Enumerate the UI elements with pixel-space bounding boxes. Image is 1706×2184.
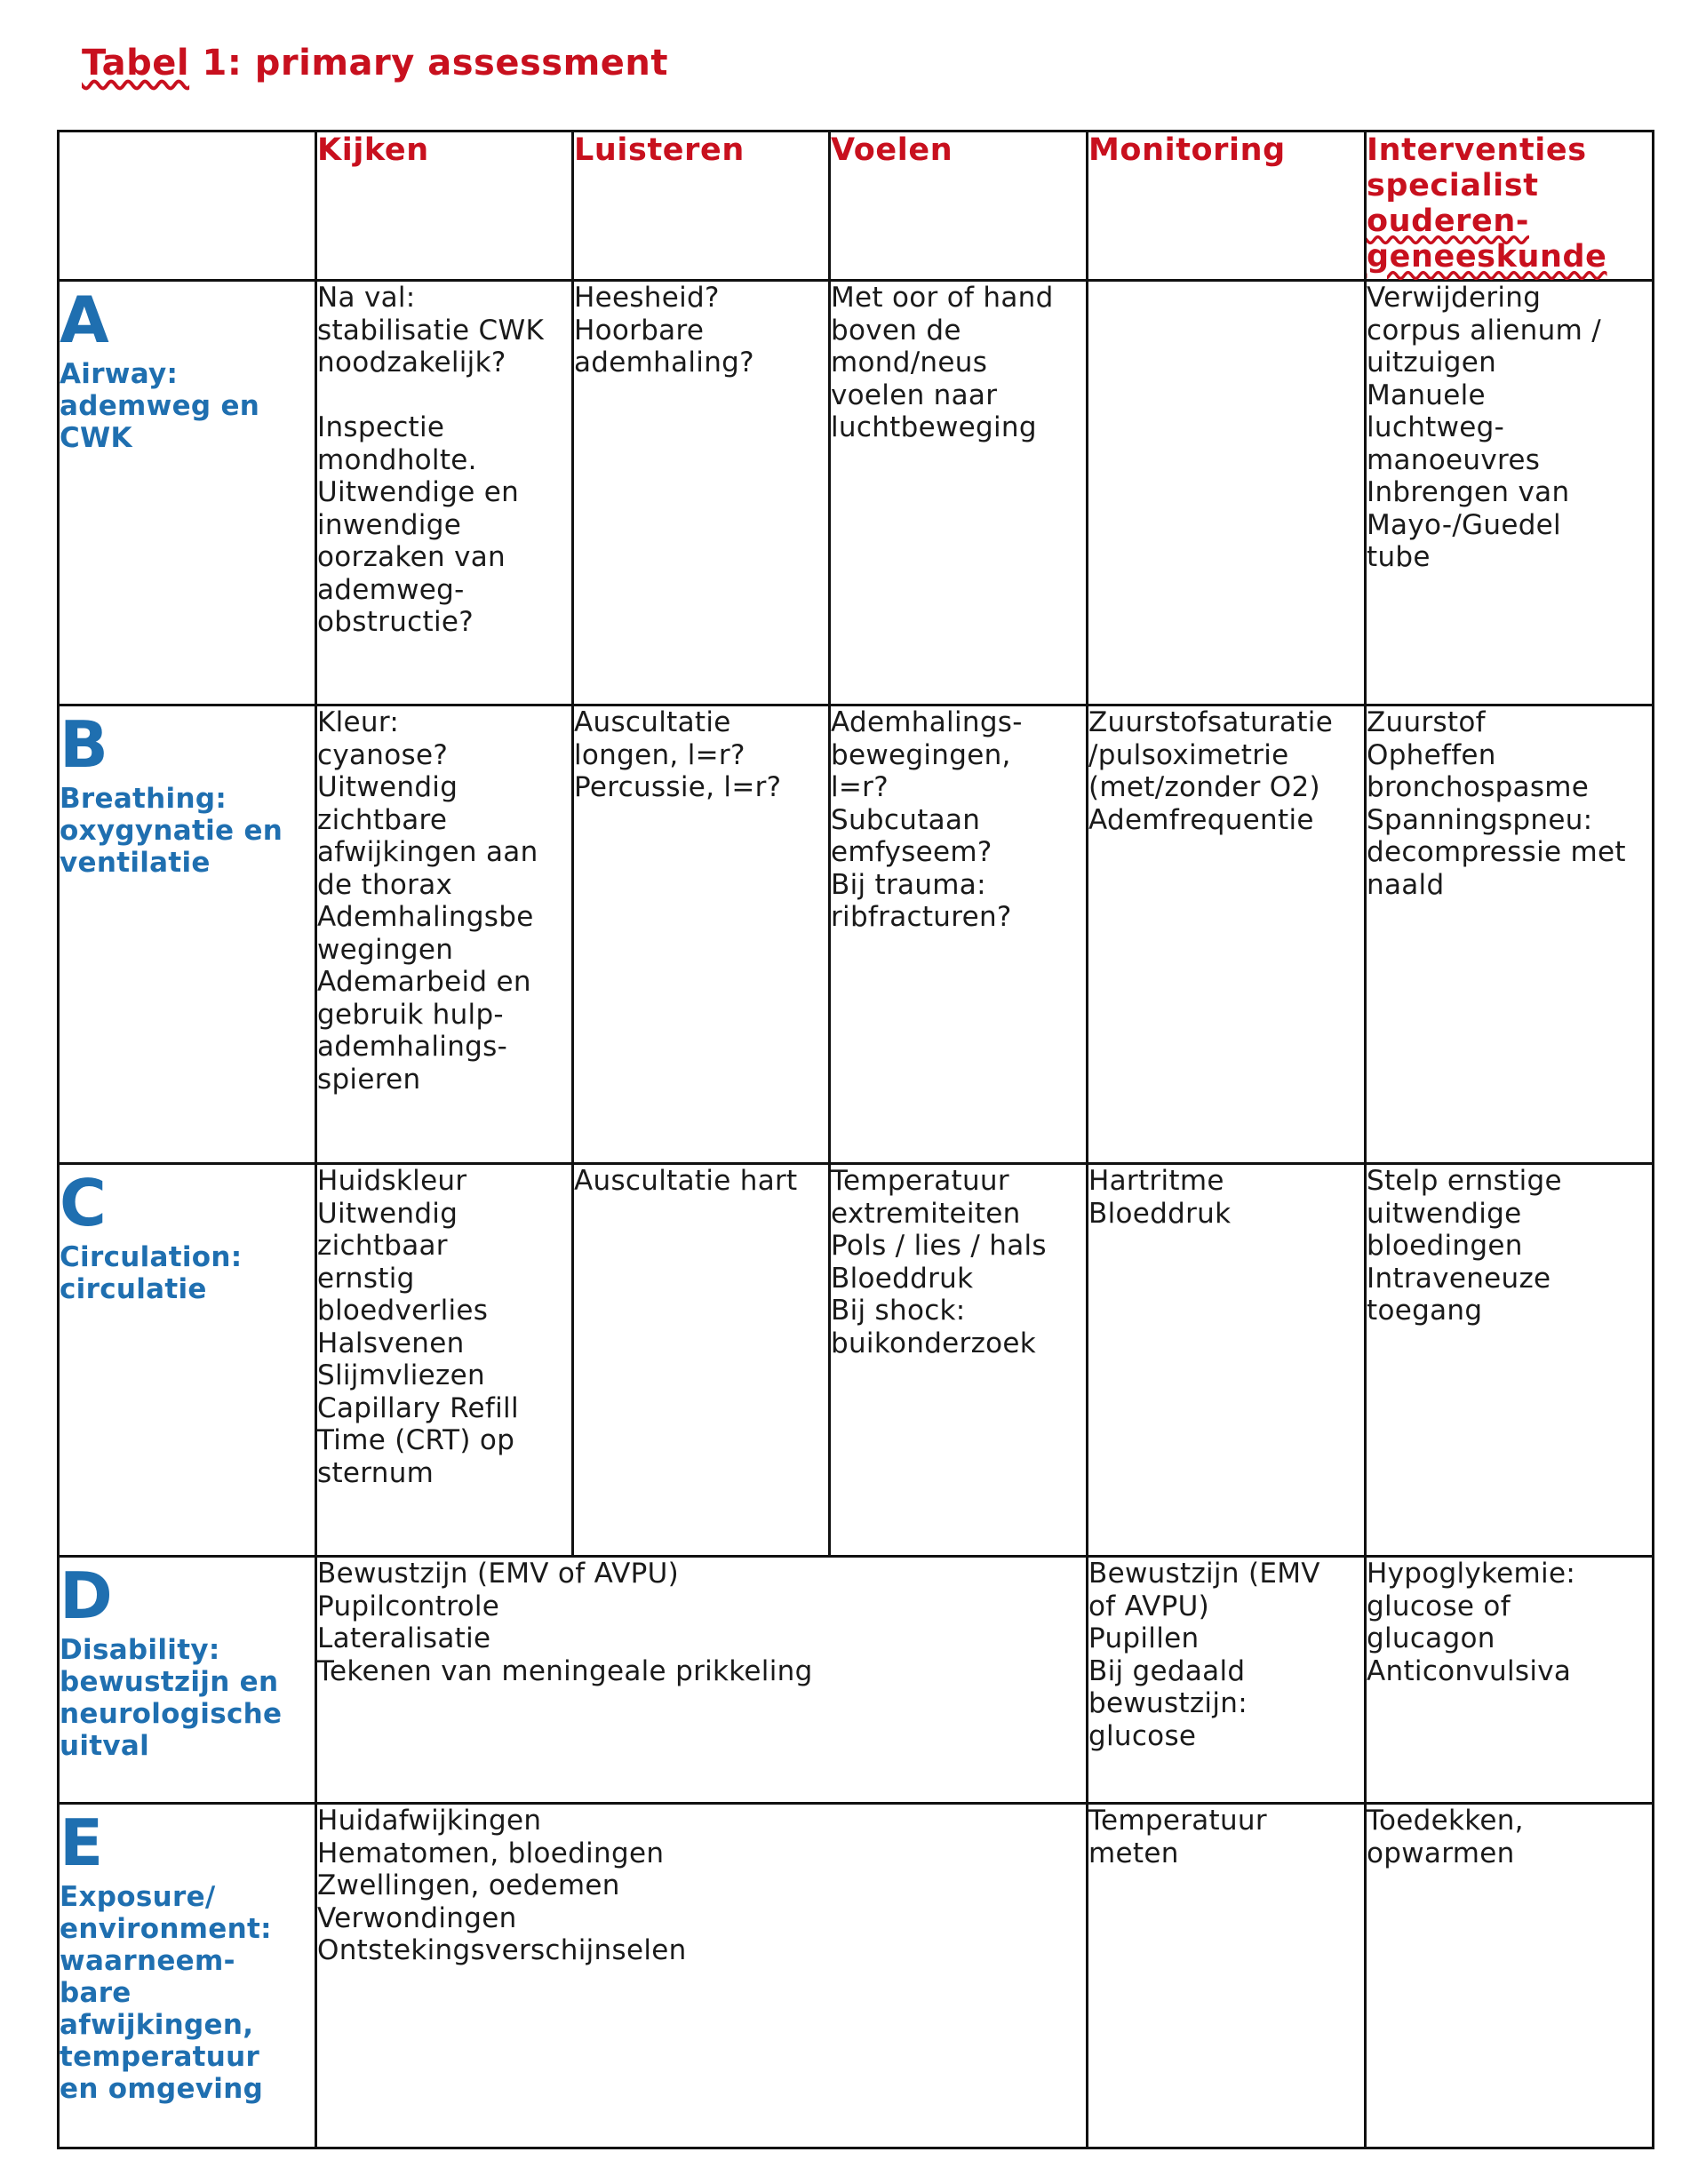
row-e-label: Exposure/ environment: waarneem- bare afwijkingen, temperatuur en omgeving	[60, 1881, 272, 2105]
title-prefix: Tabel	[82, 43, 190, 84]
row-c-letter: C	[60, 1166, 107, 1240]
row-b-header	[59, 705, 316, 1164]
row-c-kijken: Huidskleur Uitwendig zichtbaar ernstig bloedverlies Halsvenen Slijmvliezen Capillary Refill Time (CRT) op sternum	[316, 1164, 573, 1557]
row-a-label: Airway: ademweg en CWK	[60, 358, 260, 454]
row-e-monitoring: Temperatuur meten	[1088, 1804, 1366, 2148]
header-voelen: Voelen	[830, 132, 1088, 281]
row-e-header	[59, 1804, 316, 2148]
row-d-letter: D	[60, 1558, 113, 1633]
row-d-label: Disability: bewustzijn en neurologische uitval	[60, 1634, 283, 1762]
row-a-airway	[59, 281, 1654, 705]
row-e-letter: E	[60, 1805, 104, 1880]
header-row	[59, 132, 1654, 281]
row-b-breathing	[59, 705, 1654, 1164]
row-a-interventies: Verwijdering corpus alienum / uitzuigen Manuele luchtweg- manoeuvres Inbrengen van Mayo-/Guedel tube	[1366, 281, 1654, 705]
row-c-circulation	[59, 1164, 1654, 1557]
primary-assessment-table	[57, 130, 1654, 2149]
header-interventies-line2: ouderen- geneeskunde	[1367, 203, 1607, 275]
row-b-kijken: Kleur: cyanose? Uitwendig zichtbare afwijkingen aan de thorax Ademhalingsbe wegingen Ademarbeid en gebruik hulp- ademhalings- spieren	[316, 705, 573, 1164]
row-c-monitoring: Hartritme Bloeddruk	[1088, 1164, 1366, 1557]
row-a-monitoring	[1088, 281, 1366, 705]
row-d-disability	[59, 1557, 1654, 1804]
header-interventies-line1: Interventies specialist	[1367, 132, 1587, 203]
row-c-voelen: Temperatuur extremiteiten Pols / lies / hals Bloeddruk Bij shock: buikonderzoek	[830, 1164, 1088, 1557]
row-e-exposure	[59, 1804, 1654, 2148]
row-e-observation: Huidafwijkingen Hematomen, bloedingen Zwellingen, oedemen Verwondingen Ontstekingsverschijnselen	[316, 1804, 1088, 2148]
row-d-observation: Bewustzijn (EMV of AVPU) Pupilcontrole Lateralisatie Tekenen van meningeale prikkeling	[316, 1557, 1088, 1804]
header-interventies	[1366, 132, 1654, 281]
row-a-luisteren: Heesheid? Hoorbare ademhaling?	[573, 281, 830, 705]
header-kijken: Kijken	[316, 132, 573, 281]
row-d-interventies: Hypoglykemie: glucose of glucagon Anticonvulsiva	[1366, 1557, 1654, 1804]
row-d-header	[59, 1557, 316, 1804]
document-title	[82, 43, 668, 84]
row-a-kijken: Na val: stabilisatie CWK noodzakelijk? Inspectie mondholte. Uitwendige en inwendige oorzaken van ademweg- obstructie?	[316, 281, 573, 705]
row-d-monitoring: Bewustzijn (EMV of AVPU) Pupillen Bij gedaald bewustzijn: glucose	[1088, 1557, 1366, 1804]
row-c-interventies: Stelp ernstige uitwendige bloedingen Intraveneuze toegang	[1366, 1164, 1654, 1557]
row-b-voelen: Ademhalings- bewegingen, l=r? Subcutaan emfyseem? Bij trauma: ribfracturen?	[830, 705, 1088, 1164]
title-rest: 1: primary assessment	[189, 43, 669, 84]
row-a-header	[59, 281, 316, 705]
header-monitoring: Monitoring	[1088, 132, 1366, 281]
row-b-letter: B	[60, 707, 108, 782]
row-a-letter: A	[60, 283, 109, 357]
row-b-monitoring: Zuurstofsaturatie /pulsoximetrie (met/zonder O2) Ademfrequentie	[1088, 705, 1366, 1164]
row-c-luisteren: Auscultatie hart	[573, 1164, 830, 1557]
header-luisteren: Luisteren	[573, 132, 830, 281]
header-empty	[59, 132, 316, 281]
row-b-label: Breathing: oxygynatie en ventilatie	[60, 783, 283, 879]
row-c-label: Circulation: circulatie	[60, 1241, 243, 1305]
row-b-luisteren: Auscultatie longen, l=r? Percussie, l=r?	[573, 705, 830, 1164]
row-b-interventies: Zuurstof Opheffen bronchospasme Spanningspneu: decompressie met naald	[1366, 705, 1654, 1164]
row-c-header	[59, 1164, 316, 1557]
row-e-interventies: Toedekken, opwarmen	[1366, 1804, 1654, 2148]
row-a-voelen: Met oor of hand boven de mond/neus voelen naar luchtbeweging	[830, 281, 1088, 705]
